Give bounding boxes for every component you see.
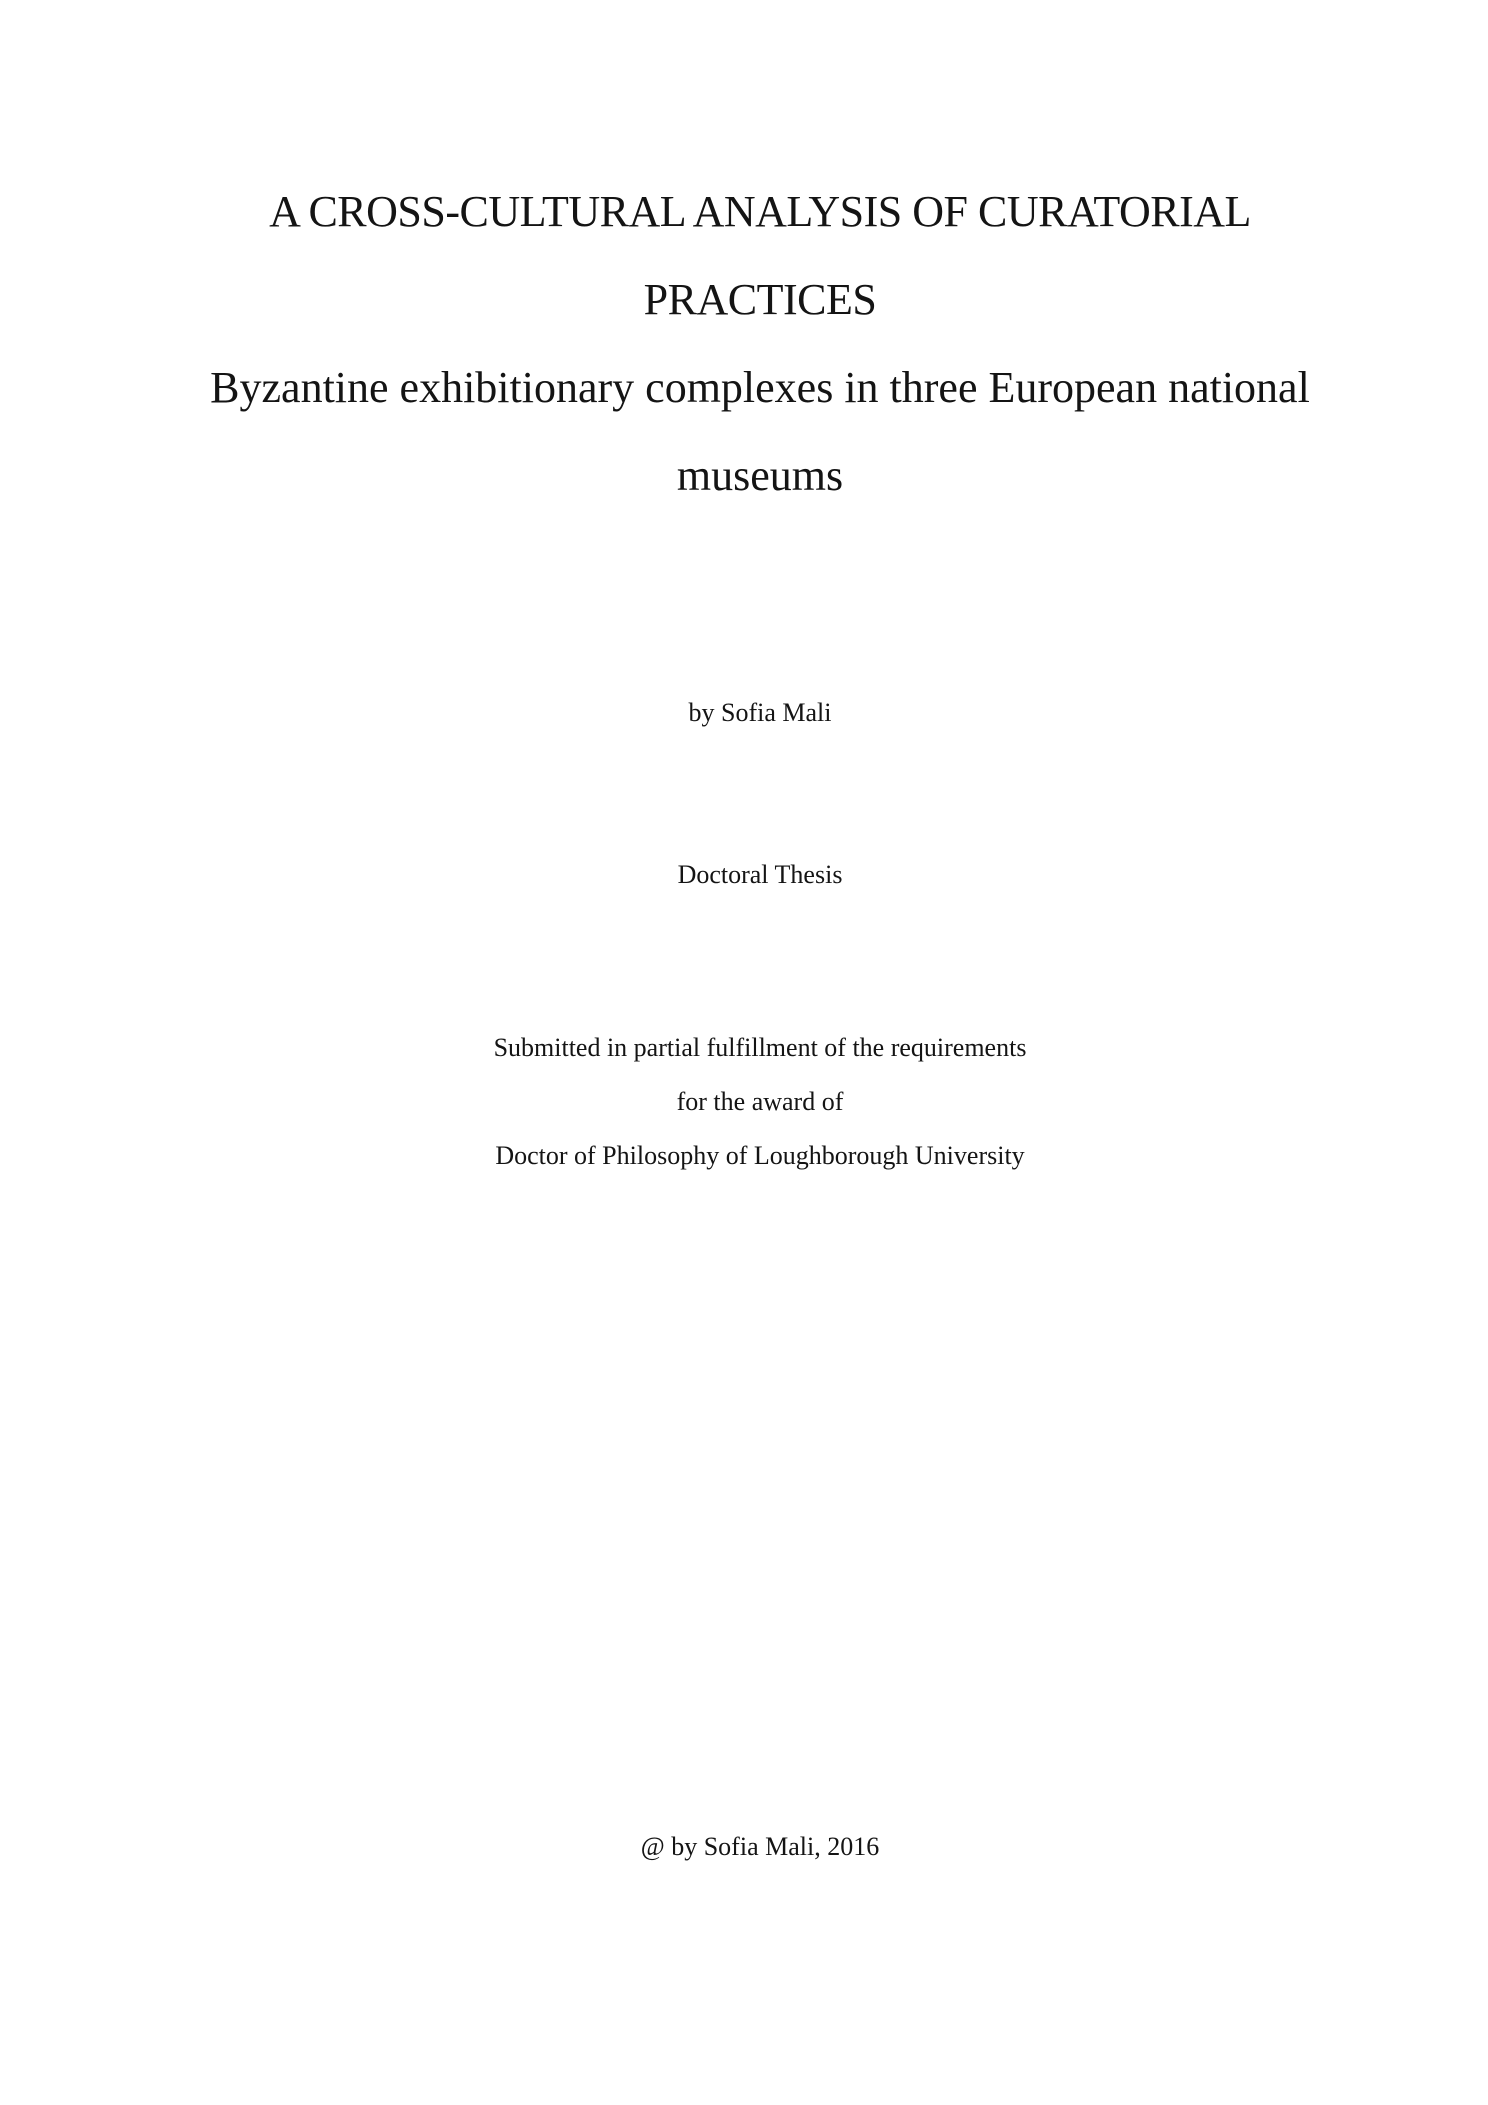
subtitle: Byzantine exhibitionary complexes in three European national museums <box>210 363 1310 500</box>
author-line: by Sofia Mali <box>688 698 832 727</box>
submission-line-3: Doctor of Philosophy of Loughborough University <box>495 1141 1025 1170</box>
copyright-line: @ by Sofia Mali, 2016 <box>640 1832 880 1861</box>
title-block <box>200 168 1320 520</box>
main-title: A CROSS-CULTURAL ANALYSIS OF CURATORIAL PRACTICES <box>269 187 1251 324</box>
submission-line-2: for the award of <box>676 1087 844 1116</box>
submission-line-1: Submitted in partial fulfillment of the requirements <box>493 1033 1027 1062</box>
thesis-type: Doctoral Thesis <box>677 860 843 889</box>
submission-statement <box>0 1021 1488 1183</box>
